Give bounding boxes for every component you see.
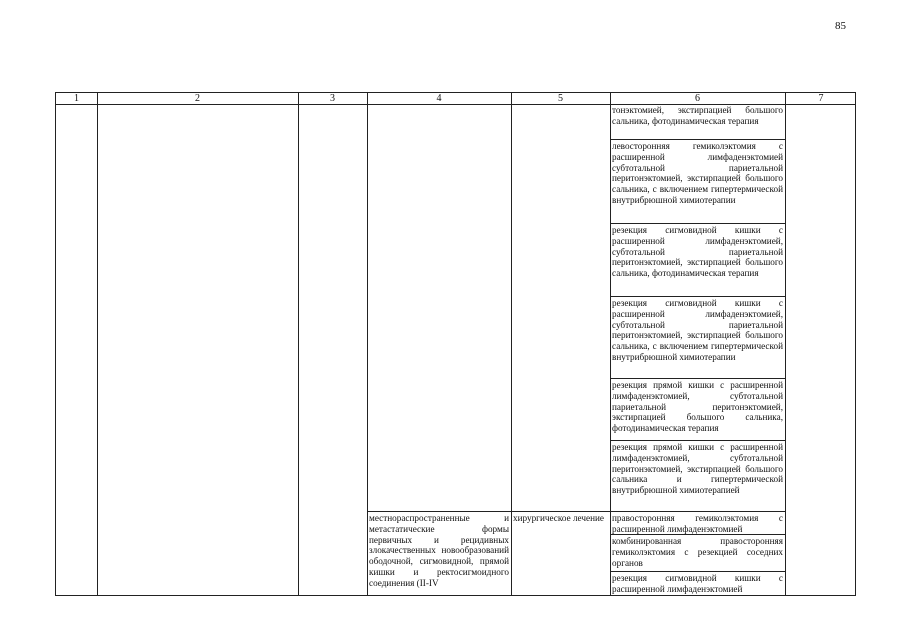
col-header-3: 3 — [330, 93, 335, 104]
row-divider — [610, 223, 785, 224]
col-header-7: 7 — [818, 93, 824, 104]
procedure-text: тонэктомией, экстирпацией большого сальника, фотодинамическая терапия — [612, 105, 783, 126]
col-divider — [785, 93, 786, 595]
procedure-text: левосторонняя гемиколэктомия с расширенной лимфаденэктомией субтотальной париетальной перитонэктомией, экстирпацией большого сальника, с включением гипертермической внутрибрюшной химиотерапии — [612, 141, 783, 205]
procedure-text: резекция прямой кишки с расширенной лимфаденэктомией, субтотальной перитонэктомией, экстирпацией большого сальника и гипертермической внутрибрюшной химиотерапией — [612, 442, 783, 496]
col-header-5: 5 — [558, 93, 563, 104]
diagnosis-text: местнораспространенные и метастатические формы первичных и рецидивных злокачественных новообразований ободочной, сигмовидной, прямой кишки и ректосигмоидного соединения (II-IV — [369, 513, 509, 588]
row-divider — [610, 440, 785, 441]
medical-table — [55, 92, 856, 596]
procedure-text: комбинированная правосторонняя гемиколэктомия с резекцией соседних органов — [612, 536, 783, 568]
procedure-text: резекция сигмовидной кишки с расширенной лимфаденэктомией — [612, 573, 783, 594]
row-divider — [610, 571, 785, 572]
row-divider — [610, 378, 785, 379]
col-header-2: 2 — [195, 93, 200, 104]
col-header-6: 6 — [695, 93, 700, 104]
procedure-text: резекция сигмовидной кишки с расширенной лимфаденэктомией, субтотальной париетальной перитонэктомией, экстирпацией большого сальника, фотодинамическая терапия — [612, 225, 783, 279]
row-divider — [610, 296, 785, 297]
row-divider — [610, 139, 785, 140]
treatment-type-text: хирургическое лечение — [513, 513, 604, 523]
col-header-4: 4 — [436, 93, 442, 104]
page-number: 85 — [835, 20, 846, 32]
row-divider — [367, 511, 785, 512]
col-divider — [298, 93, 299, 595]
procedure-text: резекция сигмовидной кишки с расширенной лимфаденэктомией, субтотальной париетальной перитонэктомией, экстирпацией большого сальника, с включением гипертермической внутрибрюшной химиотерапии — [612, 298, 783, 362]
col-header-1: 1 — [74, 93, 79, 104]
procedure-text: резекция прямой кишки с расширенной лимфаденэктомией, субтотальной париетальной перитонэктомией, экстирпацией большого сальника, фотодинамическая терапия — [612, 380, 783, 434]
procedure-text: правосторонняя гемиколэктомия с расширенной лимфаденэктомией — [612, 513, 783, 534]
col-divider — [97, 93, 98, 595]
